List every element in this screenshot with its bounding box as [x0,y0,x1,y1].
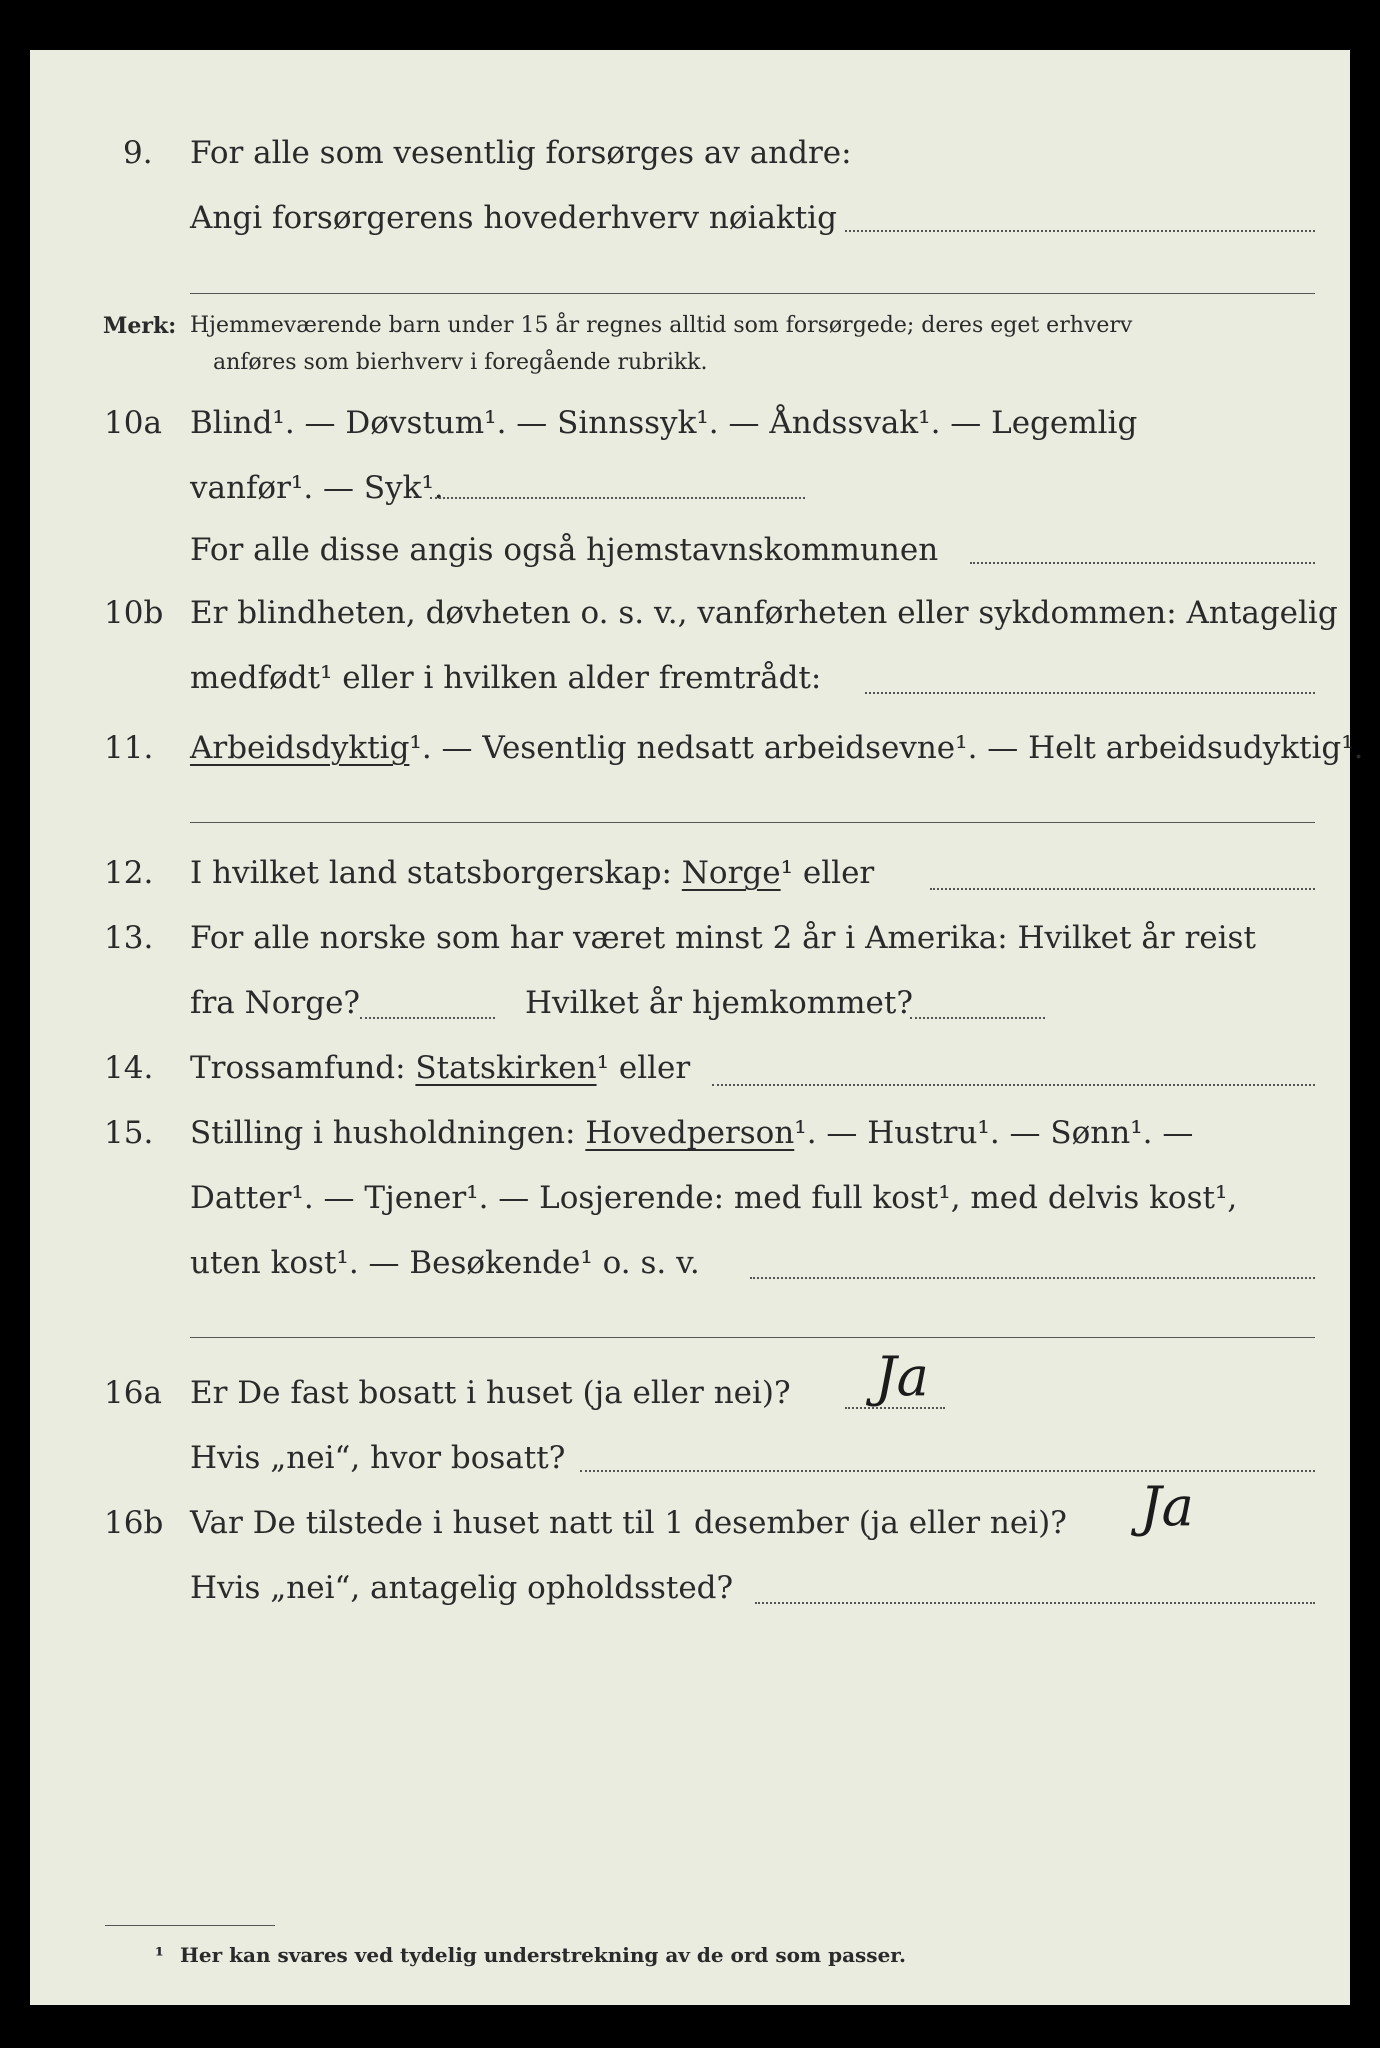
q10a-answer-line[interactable] [430,497,805,499]
q13-line2b: Hvilket år hjemkommet? [525,985,913,1021]
q15-text [190,1115,1193,1151]
merk-line1: Hjemmeværende barn under 15 år regnes alltid som forsørgede; deres eget erhverv [190,313,1133,338]
q13-line1: For alle norske som har været minst 2 år i Amerika: Hvilket år reist [190,920,1256,956]
census-form-page [30,50,1364,2005]
q16a-handwritten-answer: Ja [875,1345,929,1408]
q14-post: ¹ eller [596,1050,691,1086]
q15-number: 15. [104,1115,154,1151]
q14-answer-line[interactable] [712,1084,1315,1086]
q10b-line2: medfødt¹ eller i hvilken alder fremtrådt: [190,660,822,696]
q16b-oppholdssted-line[interactable] [755,1602,1315,1604]
footnote-mark: ¹ [155,1943,164,1967]
q16a-line2: Hvis „nei“, hvor bosatt? [190,1440,566,1476]
q9-answer-line[interactable] [845,230,1315,232]
q14-number: 14. [104,1050,154,1086]
q12-text [190,855,874,891]
q15-answer-line-2[interactable] [190,1337,1315,1338]
q12-underlined-choice: Norge [681,855,781,891]
q15-answer-line[interactable] [750,1277,1315,1279]
q16a-line1: Er De fast bosatt i huset (ja eller nei)? [190,1375,791,1411]
q10a-line2: vanfør¹. — Syk¹. [190,470,444,506]
q12-post: ¹ eller [780,855,875,891]
q16b-number: 16b [104,1505,164,1541]
q13-number: 13. [104,920,154,956]
q11-rest: ¹. — Vesentlig nedsatt arbeidsevne¹. — Helt arbeidsudyktig¹. [409,730,1364,766]
q12-number: 12. [104,855,154,891]
q10b-answer-line[interactable] [865,692,1315,694]
q16a-bosatt-line[interactable] [580,1470,1315,1472]
q15-underlined-choice: Hovedperson [585,1115,795,1151]
q10a-hjemstavn-line[interactable] [970,562,1315,564]
q13-hjemkommet-line[interactable] [910,1017,1045,1019]
q12-pre: I hvilket land statsborgerskap: [190,855,672,891]
q15-line3: uten kost¹. — Besøkende¹ o. s. v. [190,1245,700,1281]
q15-post: ¹. — Hustru¹. — Sønn¹. — [794,1115,1194,1151]
q16a-number: 16a [104,1375,162,1411]
q10a-line1: Blind¹. — Døvstum¹. — Sinnssyk¹. — Åndssvak¹. — Legemlig [190,405,1138,441]
q11-answer-line[interactable] [190,822,1315,823]
q14-text [190,1050,690,1086]
q10b-number: 10b [104,595,164,631]
q14-pre: Trossamfund: [190,1050,406,1086]
q16b-handwritten-answer: Ja [1140,1475,1194,1538]
merk-line2: anføres som bierhverv i foregående rubrikk. [213,350,708,375]
q11-underlined-choice: Arbeidsdyktig [190,730,410,766]
footnote-separator [105,1925,275,1926]
q10a-line3: For alle disse angis også hjemstavnskommunen [190,532,939,568]
q11-text [190,730,1364,766]
q10a-number: 10a [104,405,162,441]
q9-line2: Angi forsørgerens hovederhverv nøiaktig [190,200,837,236]
q13-reist-line[interactable] [360,1017,495,1019]
q9-number: 9. [123,135,153,171]
merk-label: Merk: [103,313,177,339]
q16b-line1: Var De tilstede i huset natt til 1 desember (ja eller nei)? [190,1505,1067,1541]
footnote-text: Her kan svares ved tydelig understrekning av de ord som passer. [180,1943,906,1967]
q10b-line1: Er blindheten, døvheten o. s. v., vanførheten eller sykdommen: Antagelig [190,595,1338,631]
q13-line2a: fra Norge? [190,985,361,1021]
q9-answer-line-2[interactable] [190,293,1315,294]
q12-answer-line[interactable] [930,888,1315,890]
q16b-line2: Hvis „nei“, antagelig opholdssted? [190,1570,734,1606]
q9-line1: For alle som vesentlig forsørges av andre: [190,135,852,171]
q15-pre: Stilling i husholdningen: [190,1115,576,1151]
q11-number: 11. [104,730,154,766]
q15-line2: Datter¹. — Tjener¹. — Losjerende: med full kost¹, med delvis kost¹, [190,1180,1238,1216]
q14-underlined-choice: Statskirken [415,1050,597,1086]
